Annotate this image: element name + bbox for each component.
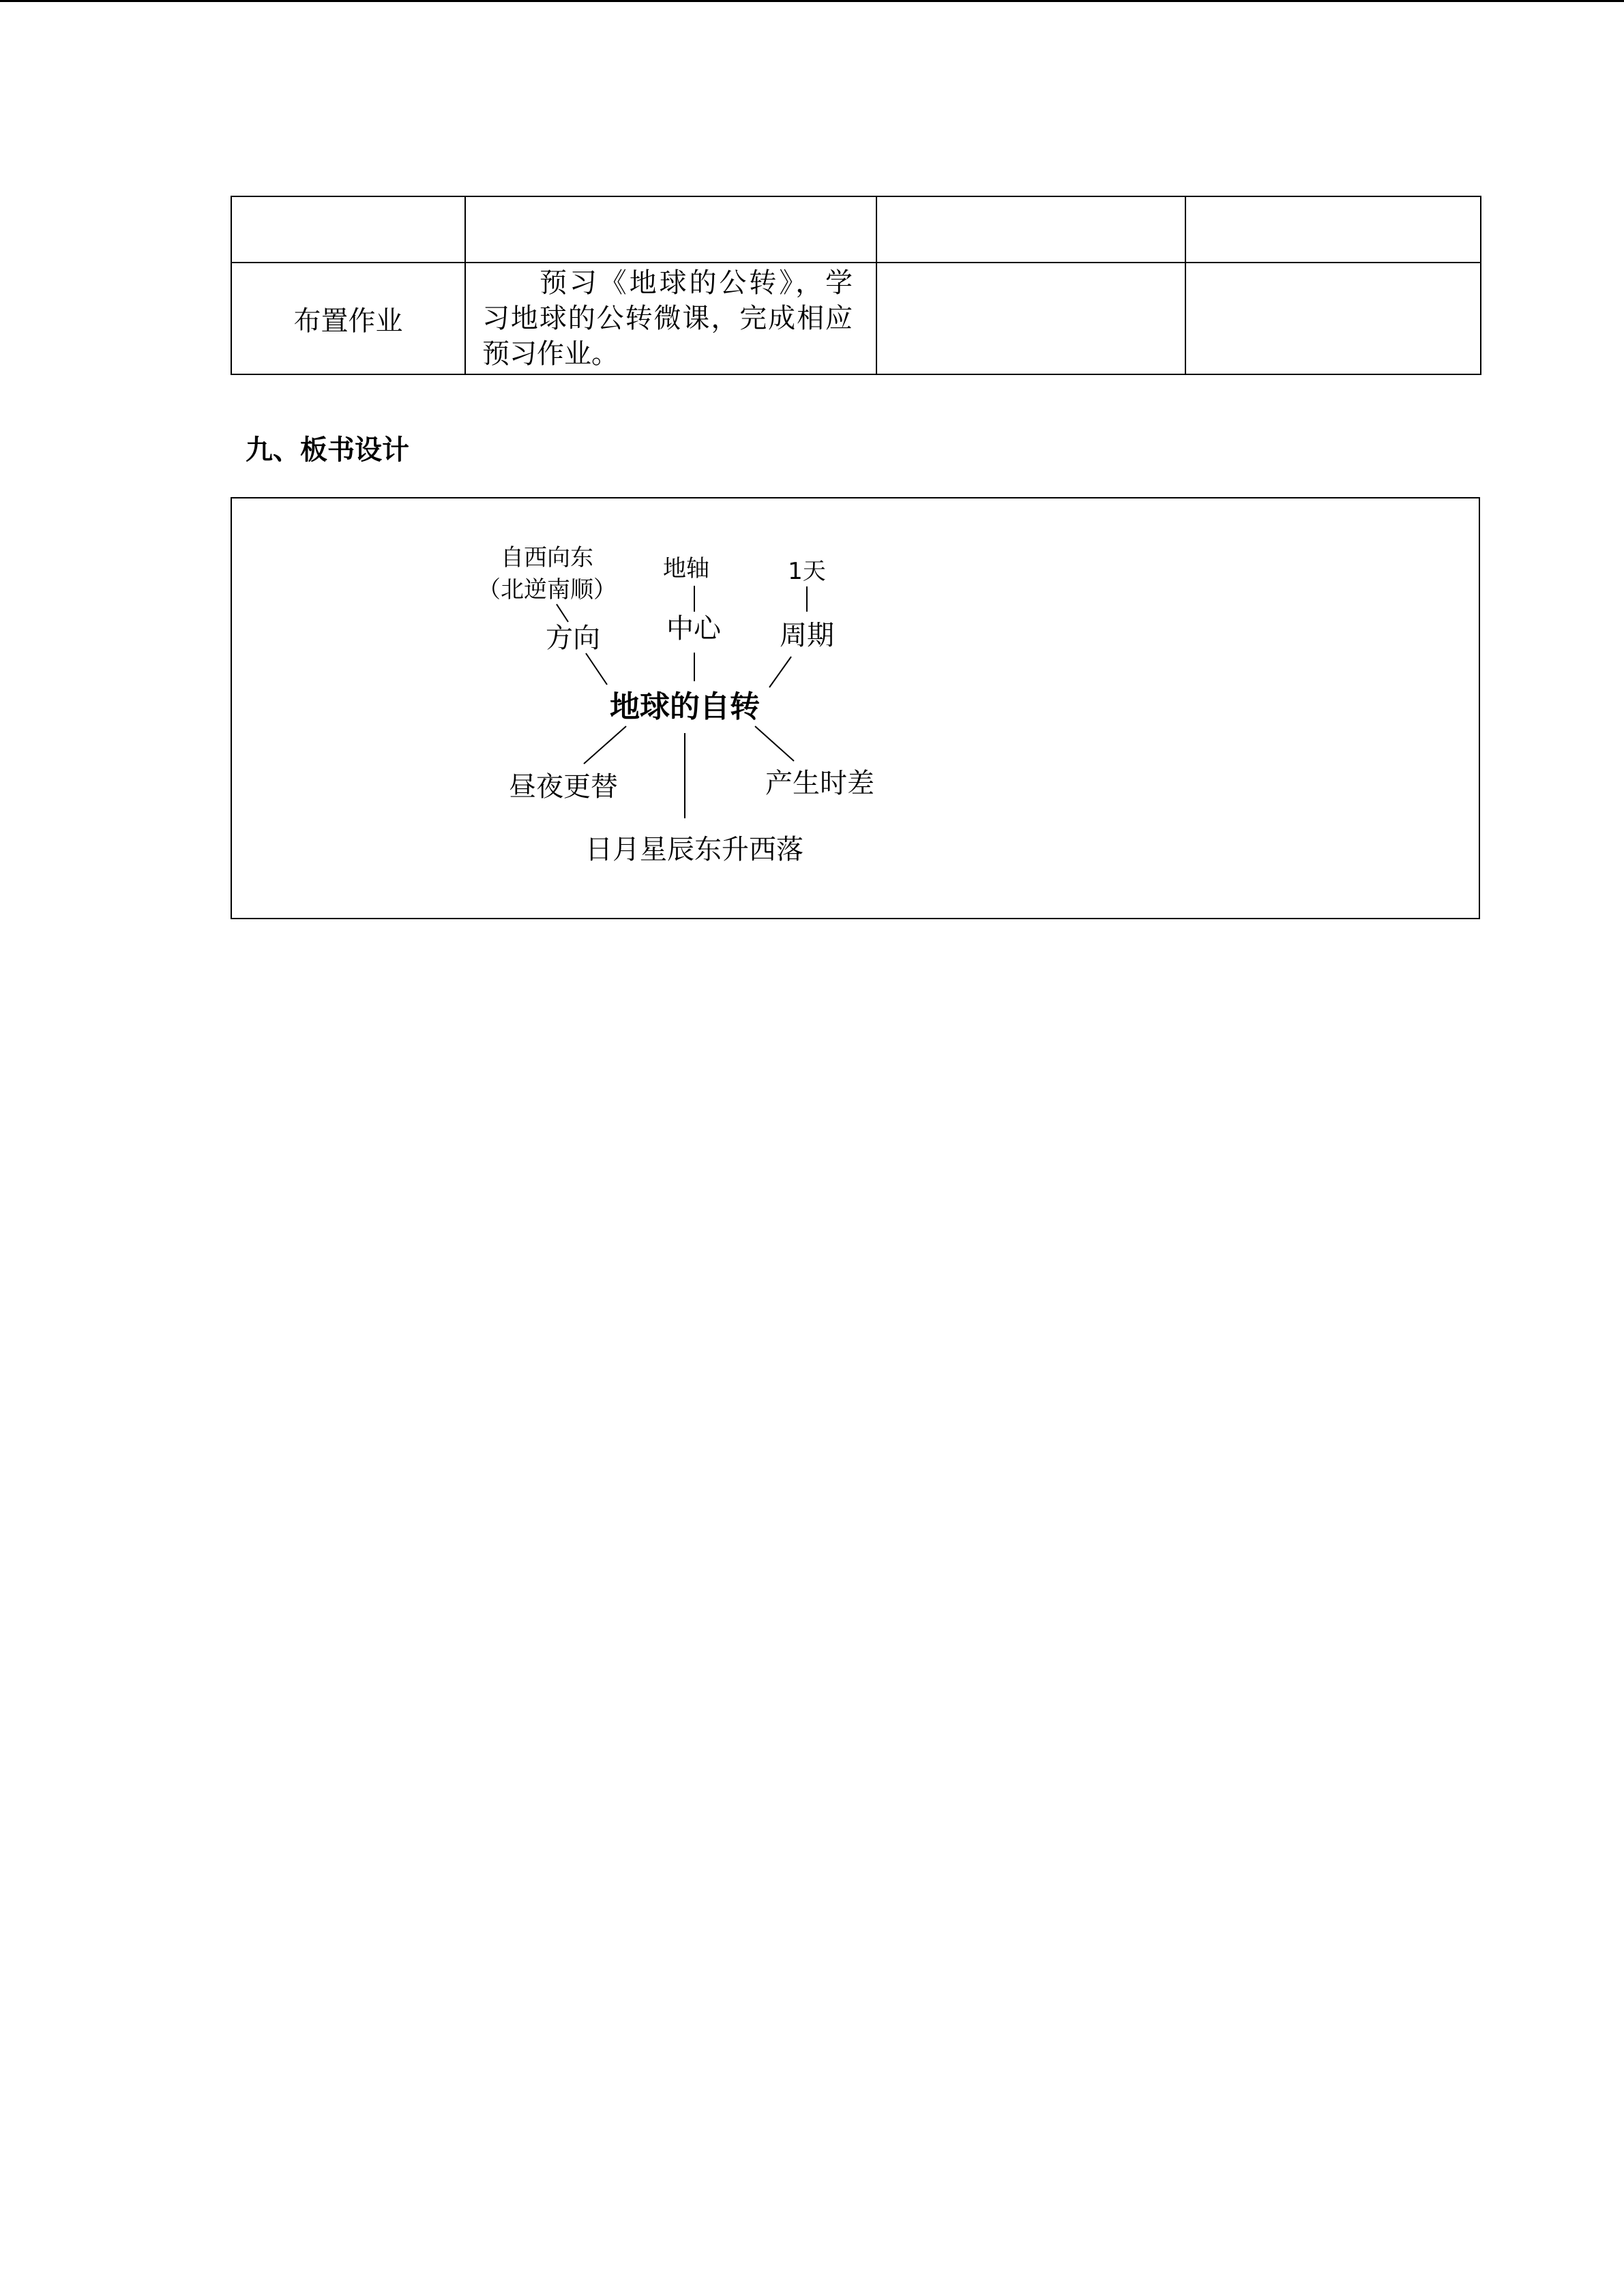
connector-line	[755, 726, 794, 761]
connector-line	[557, 604, 568, 622]
connector-line	[769, 657, 791, 687]
effect-day-night: 昼夜更替	[509, 771, 618, 803]
direction-detail-line2: （北逆南顺）	[477, 576, 617, 603]
top-border	[0, 0, 1624, 2]
table-cell	[876, 196, 1185, 263]
table-cell	[876, 263, 1185, 374]
effect-celestial-motion: 日月星辰东升西落	[585, 834, 803, 865]
table-cell	[1185, 196, 1481, 263]
center-topic: 地球的自转	[610, 689, 760, 724]
section-title: 九、板书设计	[246, 434, 409, 466]
board-diagram	[232, 498, 1481, 921]
homework-content: 预习《地球的公转》，学习地球的公转微课，完成相应预习作业。	[465, 263, 876, 374]
period-detail: 1天	[788, 558, 826, 585]
period-label: 周期	[780, 620, 834, 651]
direction-detail-line1: 自西向东	[501, 544, 593, 571]
connector-line	[586, 653, 607, 685]
effect-time-difference: 产生时差	[765, 768, 874, 799]
connector-line	[584, 726, 626, 764]
table-row	[231, 196, 1481, 263]
homework-label: 布置作业	[231, 263, 465, 374]
table-cell	[465, 196, 876, 263]
homework-row	[231, 263, 1481, 374]
blackboard-design-box	[231, 497, 1480, 919]
table-cell	[231, 196, 465, 263]
axis-detail: 地轴	[663, 555, 709, 582]
direction-label: 方向	[546, 623, 600, 654]
axis-label: 中心	[666, 613, 721, 644]
lesson-plan-table	[231, 196, 1481, 375]
table-cell	[1185, 263, 1481, 374]
